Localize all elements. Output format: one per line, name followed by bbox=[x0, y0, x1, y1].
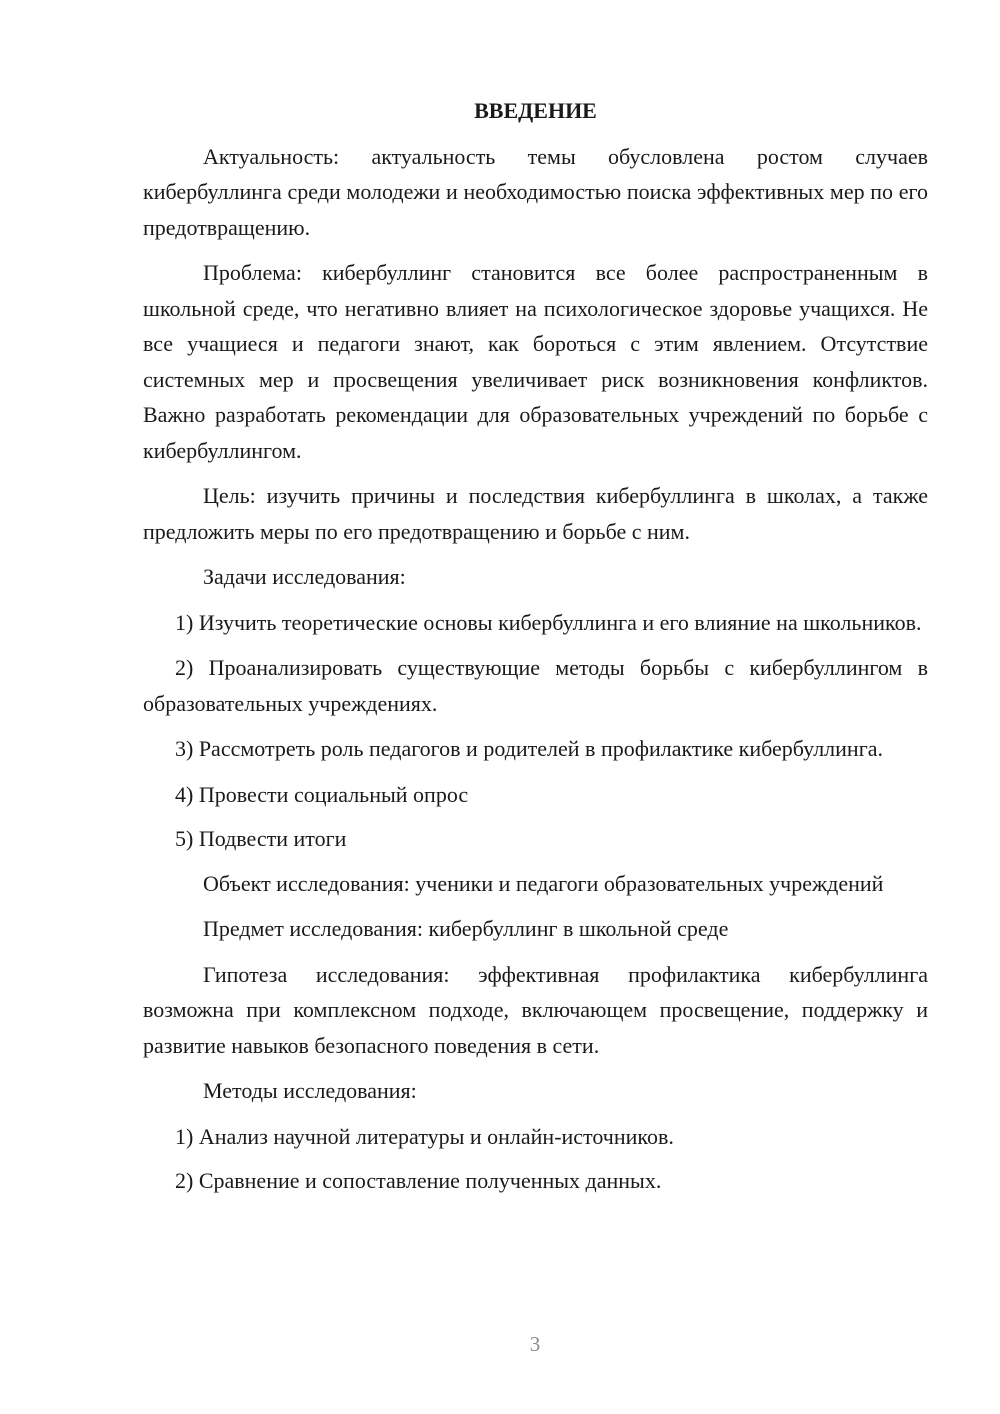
subject-paragraph: Предмет исследования: кибербуллинг в школьной среде bbox=[203, 916, 729, 941]
section-title: ВВЕДЕНИЕ bbox=[474, 98, 597, 123]
task-item: 2) Проанализировать существующие методы борьбы с кибербуллингом в образовательных учреждениях. bbox=[143, 655, 928, 716]
page-number: 3 bbox=[529, 1332, 541, 1356]
methods-heading: Методы исследования: bbox=[203, 1078, 417, 1103]
task-item: 3) Рассмотреть роль педагогов и родителей в профилактике кибербуллинга. bbox=[175, 736, 883, 761]
task-item: 1) Изучить теоретические основы кибербуллинга и его влияние на школьников. bbox=[175, 609, 922, 635]
goal-paragraph: Цель: изучить причины и последствия кибербуллинга в школах, а также предложить меры по его предотвращению и борьбе с ним. bbox=[143, 483, 928, 544]
problem-paragraph: Проблема: кибербуллинг становится все более распространенным в школьной среде, что негативно влияет на психологическое здоровье учащихся. Не все учащиеся и педагоги знают, как бороться с этим явлением. Отсутствие системных мер и просвещения увеличивает риск возникновения конфликтов. Важно разработать рекомендации для образовательных учреждений по борьбе с кибербуллингом. bbox=[143, 260, 928, 463]
hypothesis-paragraph: Гипотеза исследования: эффективная профилактика кибербуллинга возможна при комплексном подходе, включающем просвещение, поддержку и развитие навыков безопасного поведения в сети. bbox=[143, 961, 928, 1058]
method-item: 2) Сравнение и сопоставление полученных данных. bbox=[175, 1168, 662, 1193]
tasks-heading: Задачи исследования: bbox=[203, 564, 406, 589]
task-item: 4) Провести социальный опрос bbox=[175, 781, 469, 807]
relevance-paragraph: Актуальность: актуальность темы обусловлена ростом случаев кибербуллинга среди молодежи и необходимостью поиска эффективных мер по его предотвращению. bbox=[143, 143, 928, 240]
object-paragraph: Объект исследования: ученики и педагоги образовательных учреждений bbox=[203, 870, 884, 896]
method-item: 1) Анализ научной литературы и онлайн-источников. bbox=[175, 1123, 674, 1149]
task-item: 5) Подвести итоги bbox=[175, 826, 347, 851]
document-page bbox=[143, 93, 928, 1208]
